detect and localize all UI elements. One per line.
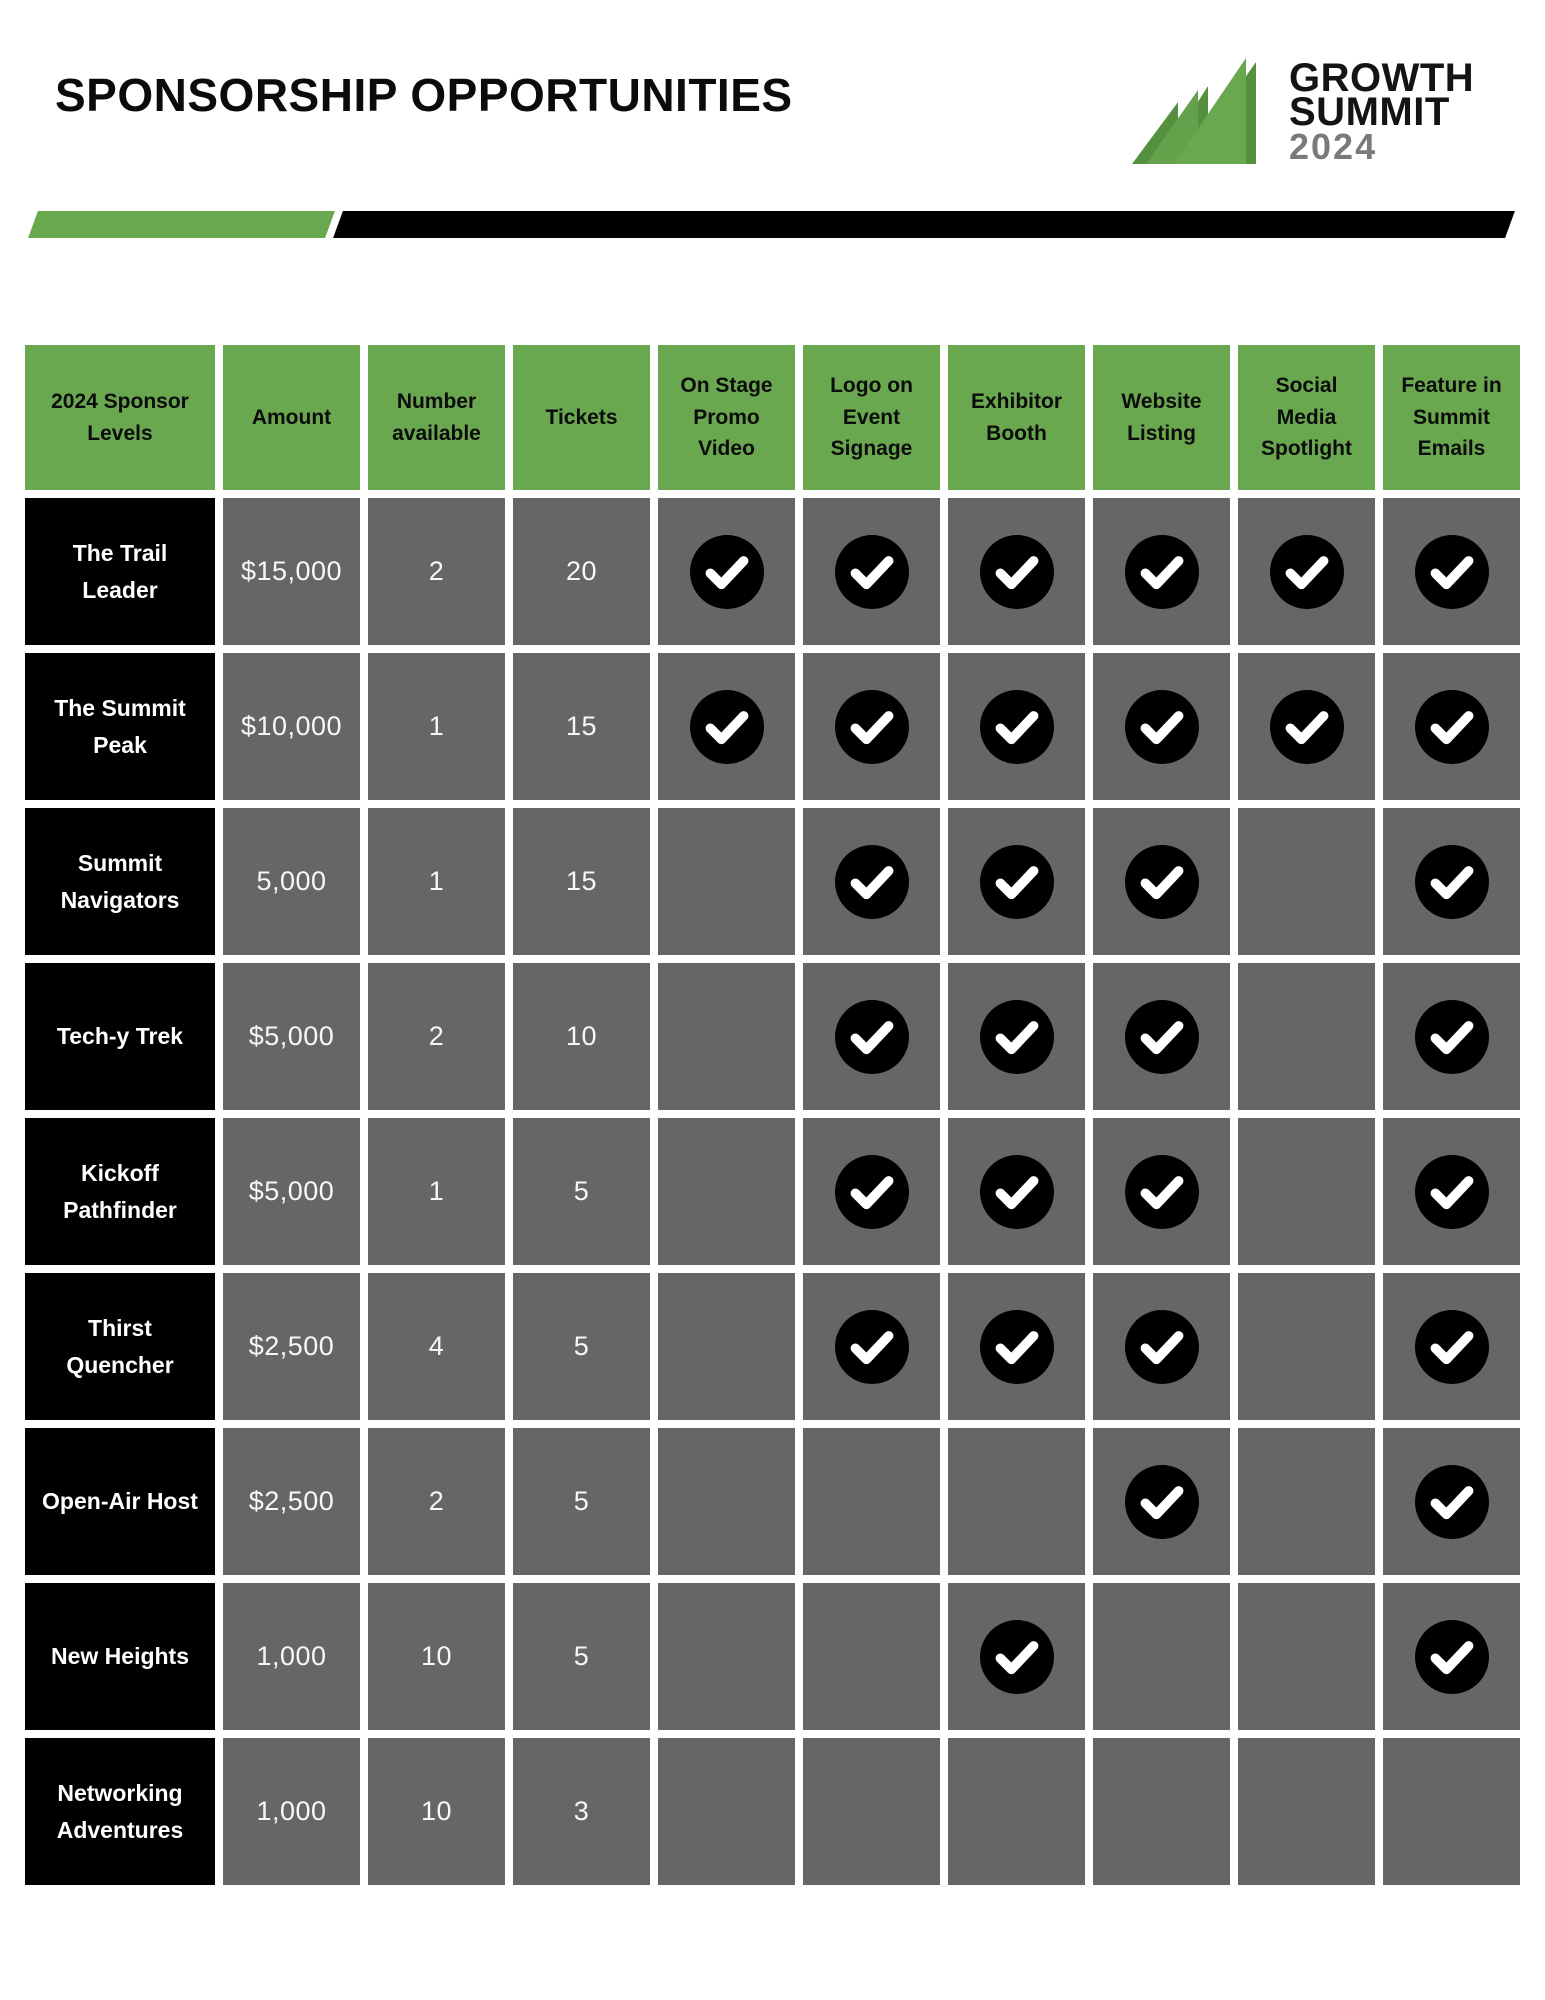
check-circle-icon xyxy=(690,535,764,609)
check-circle-icon xyxy=(1415,845,1489,919)
column-header-on-stage-promo-video: On Stage Promo Video xyxy=(658,345,795,490)
check-circle-icon xyxy=(835,690,909,764)
perk-cell-social-media-spotlight xyxy=(1238,1428,1375,1575)
level-cell-summit-navigators: Summit Navigators xyxy=(25,808,215,955)
perk-cell-on-stage-promo-video xyxy=(658,1583,795,1730)
page-title: SPONSORSHIP OPPORTUNITIES xyxy=(55,69,793,121)
check-circle-icon xyxy=(1415,1465,1489,1539)
check-circle-icon xyxy=(1415,1620,1489,1694)
perk-cell-social-media-spotlight xyxy=(1238,963,1375,1110)
available-cell: 10 xyxy=(368,1583,505,1730)
check-circle-icon xyxy=(835,1155,909,1229)
perk-cell-feature-in-summit-emails xyxy=(1383,1583,1520,1730)
column-header-exhibitor-booth: Exhibitor Booth xyxy=(948,345,1085,490)
perk-cell-exhibitor-booth xyxy=(948,963,1085,1110)
amount-cell: $2,500 xyxy=(223,1273,360,1420)
perk-cell-logo-on-event-signage xyxy=(803,1273,940,1420)
perk-cell-feature-in-summit-emails xyxy=(1383,808,1520,955)
check-circle-icon xyxy=(1125,690,1199,764)
perk-cell-website-listing xyxy=(1093,653,1230,800)
check-circle-icon xyxy=(1270,535,1344,609)
column-header-tickets: Tickets xyxy=(513,345,650,490)
level-cell-networking-adventures: Networking Adventures xyxy=(25,1738,215,1885)
perk-cell-social-media-spotlight xyxy=(1238,1738,1375,1885)
perk-cell-on-stage-promo-video xyxy=(658,963,795,1110)
perk-cell-logo-on-event-signage xyxy=(803,1428,940,1575)
perk-cell-logo-on-event-signage xyxy=(803,1118,940,1265)
perk-cell-feature-in-summit-emails xyxy=(1383,1738,1520,1885)
tickets-cell: 15 xyxy=(513,808,650,955)
check-circle-icon xyxy=(1125,1310,1199,1384)
check-circle-icon xyxy=(1415,690,1489,764)
perk-cell-logo-on-event-signage xyxy=(803,498,940,645)
amount-cell: $2,500 xyxy=(223,1428,360,1575)
black-stripe xyxy=(333,211,1515,238)
perk-cell-logo-on-event-signage xyxy=(803,963,940,1110)
perk-cell-exhibitor-booth xyxy=(948,498,1085,645)
level-cell-open-air-host: Open-Air Host xyxy=(25,1428,215,1575)
perk-cell-website-listing xyxy=(1093,1428,1230,1575)
perk-cell-exhibitor-booth xyxy=(948,653,1085,800)
mountain-peaks-icon xyxy=(1128,58,1280,164)
perk-cell-logo-on-event-signage xyxy=(803,653,940,800)
growth-summit-logo xyxy=(1128,56,1475,167)
perk-cell-social-media-spotlight xyxy=(1238,1118,1375,1265)
perk-cell-feature-in-summit-emails xyxy=(1383,498,1520,645)
tickets-cell: 5 xyxy=(513,1583,650,1730)
tickets-cell: 3 xyxy=(513,1738,650,1885)
available-cell: 1 xyxy=(368,808,505,955)
available-cell: 1 xyxy=(368,653,505,800)
perk-cell-website-listing xyxy=(1093,1583,1230,1730)
available-cell: 1 xyxy=(368,1118,505,1265)
green-stripe xyxy=(28,211,335,238)
tickets-cell: 5 xyxy=(513,1428,650,1575)
level-cell-new-heights: New Heights xyxy=(25,1583,215,1730)
perk-cell-social-media-spotlight xyxy=(1238,1273,1375,1420)
amount-cell: $5,000 xyxy=(223,963,360,1110)
perk-cell-logo-on-event-signage xyxy=(803,1583,940,1730)
perk-cell-feature-in-summit-emails xyxy=(1383,1273,1520,1420)
check-circle-icon xyxy=(980,1620,1054,1694)
sponsorship-table xyxy=(25,345,1520,1885)
column-header-logo-on-event-signage: Logo on Event Signage xyxy=(803,345,940,490)
perk-cell-exhibitor-booth xyxy=(948,1273,1085,1420)
logo-year: 2024 xyxy=(1289,126,1378,167)
check-circle-icon xyxy=(980,690,1054,764)
column-header-social-media-spotlight: Social Media Spotlight xyxy=(1238,345,1375,490)
perk-cell-logo-on-event-signage xyxy=(803,1738,940,1885)
amount-cell: $15,000 xyxy=(223,498,360,645)
check-circle-icon xyxy=(980,1155,1054,1229)
check-circle-icon xyxy=(1125,845,1199,919)
amount-cell: 5,000 xyxy=(223,808,360,955)
column-header-website-listing: Website Listing xyxy=(1093,345,1230,490)
perk-cell-social-media-spotlight xyxy=(1238,498,1375,645)
check-circle-icon xyxy=(690,690,764,764)
check-circle-icon xyxy=(1270,690,1344,764)
level-cell-the-trail-leader: The Trail Leader xyxy=(25,498,215,645)
decorative-stripes xyxy=(25,211,1520,238)
check-circle-icon xyxy=(835,1310,909,1384)
level-cell-the-summit-peak: The Summit Peak xyxy=(25,653,215,800)
perk-cell-website-listing xyxy=(1093,963,1230,1110)
perk-cell-website-listing xyxy=(1093,1738,1230,1885)
perk-cell-website-listing xyxy=(1093,808,1230,955)
available-cell: 2 xyxy=(368,498,505,645)
column-header-number-available: Number available xyxy=(368,345,505,490)
perk-cell-website-listing xyxy=(1093,1118,1230,1265)
check-circle-icon xyxy=(980,1000,1054,1074)
perk-cell-on-stage-promo-video xyxy=(658,1273,795,1420)
perk-cell-logo-on-event-signage xyxy=(803,808,940,955)
logo-word-growth: GROWTH xyxy=(1289,56,1475,100)
perk-cell-on-stage-promo-video xyxy=(658,498,795,645)
check-circle-icon xyxy=(1415,1000,1489,1074)
available-cell: 4 xyxy=(368,1273,505,1420)
column-header-2024-sponsor-levels: 2024 Sponsor Levels xyxy=(25,345,215,490)
check-circle-icon xyxy=(1415,535,1489,609)
amount-cell: $5,000 xyxy=(223,1118,360,1265)
tickets-cell: 20 xyxy=(513,498,650,645)
perk-cell-feature-in-summit-emails xyxy=(1383,1118,1520,1265)
perk-cell-website-listing xyxy=(1093,1273,1230,1420)
perk-cell-on-stage-promo-video xyxy=(658,1118,795,1265)
check-circle-icon xyxy=(980,535,1054,609)
check-circle-icon xyxy=(1125,1155,1199,1229)
check-circle-icon xyxy=(980,845,1054,919)
amount-cell: 1,000 xyxy=(223,1738,360,1885)
available-cell: 2 xyxy=(368,963,505,1110)
perk-cell-exhibitor-booth xyxy=(948,1118,1085,1265)
available-cell: 10 xyxy=(368,1738,505,1885)
column-header-amount: Amount xyxy=(223,345,360,490)
check-circle-icon xyxy=(1125,1465,1199,1539)
available-cell: 2 xyxy=(368,1428,505,1575)
column-header-feature-in-summit-emails: Feature in Summit Emails xyxy=(1383,345,1520,490)
perk-cell-feature-in-summit-emails xyxy=(1383,653,1520,800)
amount-cell: 1,000 xyxy=(223,1583,360,1730)
level-cell-thirst-quencher: Thirst Quencher xyxy=(25,1273,215,1420)
perk-cell-exhibitor-booth xyxy=(948,1428,1085,1575)
perk-cell-on-stage-promo-video xyxy=(658,653,795,800)
level-cell-kickoff-pathfinder: Kickoff Pathfinder xyxy=(25,1118,215,1265)
check-circle-icon xyxy=(835,535,909,609)
tickets-cell: 5 xyxy=(513,1273,650,1420)
logo-word-summit: SUMMIT xyxy=(1289,90,1450,134)
perk-cell-social-media-spotlight xyxy=(1238,653,1375,800)
perk-cell-exhibitor-booth xyxy=(948,808,1085,955)
check-circle-icon xyxy=(1125,1000,1199,1074)
perk-cell-exhibitor-booth xyxy=(948,1583,1085,1730)
perk-cell-exhibitor-booth xyxy=(948,1738,1085,1885)
check-circle-icon xyxy=(835,845,909,919)
check-circle-icon xyxy=(835,1000,909,1074)
perk-cell-on-stage-promo-video xyxy=(658,1428,795,1575)
check-circle-icon xyxy=(1415,1310,1489,1384)
logo-text xyxy=(1289,56,1475,167)
level-cell-tech-y-trek: Tech-y Trek xyxy=(25,963,215,1110)
tickets-cell: 10 xyxy=(513,963,650,1110)
perk-cell-social-media-spotlight xyxy=(1238,1583,1375,1730)
amount-cell: $10,000 xyxy=(223,653,360,800)
perk-cell-on-stage-promo-video xyxy=(658,808,795,955)
perk-cell-on-stage-promo-video xyxy=(658,1738,795,1885)
check-circle-icon xyxy=(1125,535,1199,609)
perk-cell-feature-in-summit-emails xyxy=(1383,963,1520,1110)
check-circle-icon xyxy=(1415,1155,1489,1229)
perk-cell-feature-in-summit-emails xyxy=(1383,1428,1520,1575)
perk-cell-social-media-spotlight xyxy=(1238,808,1375,955)
check-circle-icon xyxy=(980,1310,1054,1384)
tickets-cell: 15 xyxy=(513,653,650,800)
tickets-cell: 5 xyxy=(513,1118,650,1265)
perk-cell-website-listing xyxy=(1093,498,1230,645)
